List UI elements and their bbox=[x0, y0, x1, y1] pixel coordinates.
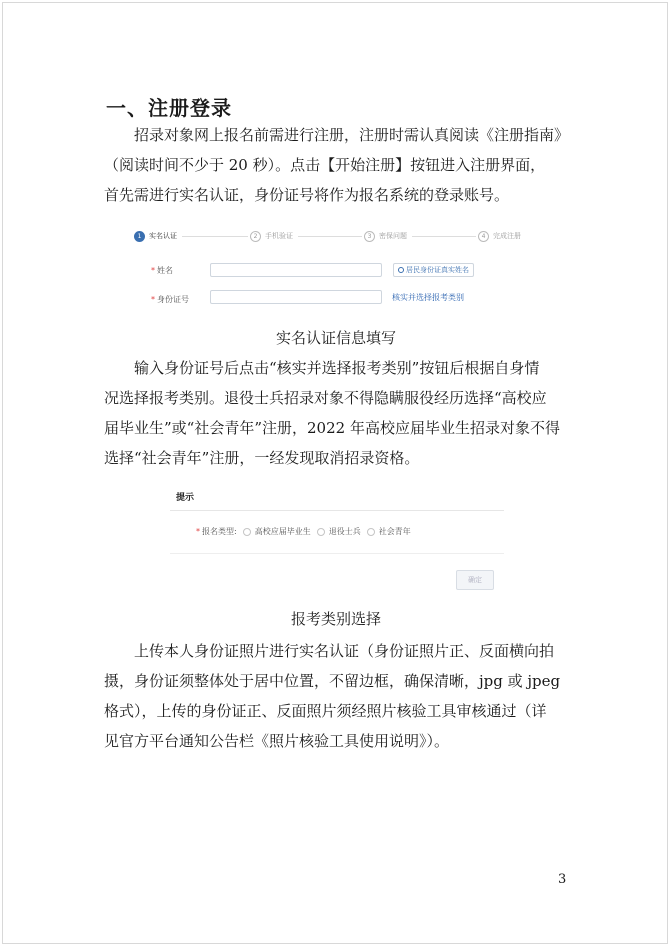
step-label: 实名认证 bbox=[149, 232, 177, 240]
step-label: 完成注册 bbox=[493, 232, 521, 240]
paragraph-category bbox=[104, 353, 574, 473]
step-security bbox=[364, 228, 407, 244]
radio-society[interactable] bbox=[367, 526, 411, 537]
step-number: 4 bbox=[478, 231, 489, 242]
type-label: 报名类型: bbox=[202, 527, 237, 536]
id-number-input[interactable] bbox=[210, 290, 382, 304]
id-label-text: 身份证号 bbox=[157, 295, 189, 304]
required-mark: * bbox=[151, 266, 155, 275]
paragraph-line: 首先需进行实名认证，身份证号将作为报名系统的登录账号。 bbox=[104, 186, 510, 204]
step-realname bbox=[134, 228, 177, 244]
dialog-divider bbox=[170, 553, 504, 554]
step-number: 1 bbox=[134, 231, 145, 242]
required-mark: * bbox=[151, 295, 155, 304]
radio-graduate[interactable] bbox=[243, 526, 311, 537]
category-radio-group bbox=[196, 526, 411, 537]
radio-label: 社会青年 bbox=[378, 527, 411, 536]
required-mark: * bbox=[196, 527, 200, 536]
page-number: 3 bbox=[558, 872, 567, 887]
paragraph-line: （阅读时间不少于 20 秒）。点击【开始注册】按钮进入注册界面， bbox=[104, 156, 546, 174]
step-phone bbox=[250, 228, 293, 244]
paragraph-line: 选择“社会青年”注册，一经发现取消招录资格。 bbox=[104, 449, 420, 467]
dialog-divider bbox=[170, 510, 504, 511]
paragraph-line: 见官方平台通知公告栏《照片核验工具使用说明》）。 bbox=[104, 732, 450, 750]
paragraph-line: 格式），上传的身份证正、反面照片须经照片核验工具审核通过（详 bbox=[104, 702, 547, 720]
paragraph-line: 况选择报考类别。退役士兵招录对象不得隐瞒服役经历选择“高校应 bbox=[104, 389, 547, 407]
paragraph-upload bbox=[104, 636, 574, 756]
caption-realname: 实名认证信息填写 bbox=[275, 329, 396, 347]
radio-circle-icon bbox=[317, 528, 325, 536]
name-hint-text: 居民身份证真实姓名 bbox=[406, 266, 469, 274]
radio-veteran[interactable] bbox=[317, 526, 361, 537]
step-number: 2 bbox=[250, 231, 261, 242]
step-label: 手机验证 bbox=[265, 232, 293, 240]
radio-circle-icon bbox=[367, 528, 375, 536]
dialog-title: 提示 bbox=[176, 493, 195, 503]
registration-steps bbox=[134, 228, 554, 244]
name-label bbox=[151, 265, 173, 276]
id-label bbox=[151, 294, 189, 305]
paragraph-line: 上传本人身份证照片进行实名认证（身份证照片正、反面横向拍 bbox=[134, 642, 555, 660]
radio-circle-icon bbox=[243, 528, 251, 536]
verify-and-select-link[interactable]: 核实并选择报考类别 bbox=[392, 293, 464, 302]
step-connector bbox=[412, 236, 476, 237]
confirm-button[interactable]: 确定 bbox=[456, 570, 494, 590]
name-hint bbox=[393, 263, 474, 277]
step-complete bbox=[478, 228, 521, 244]
radio-label: 高校应届毕业生 bbox=[254, 527, 311, 536]
paragraph-line: 输入身份证号后点击“核实并选择报考类别”按钮后根据自身情 bbox=[134, 359, 540, 377]
radio-label: 退役士兵 bbox=[328, 527, 361, 536]
name-input[interactable] bbox=[210, 263, 382, 277]
info-icon bbox=[398, 267, 404, 273]
step-number: 3 bbox=[364, 231, 375, 242]
section-heading: 一、注册登录 bbox=[106, 96, 232, 120]
paragraph-register bbox=[104, 120, 574, 210]
paragraph-line: 届毕业生”或“社会青年”注册，2022 年高校应届毕业生招录对象不得 bbox=[104, 419, 560, 437]
name-label-text: 姓名 bbox=[157, 266, 173, 275]
step-connector bbox=[182, 236, 248, 237]
step-label: 密保问题 bbox=[379, 232, 407, 240]
caption-category: 报考类别选择 bbox=[290, 610, 381, 628]
paragraph-line: 招录对象网上报名前需进行注册，注册时需认真阅读《注册指南》 bbox=[134, 126, 570, 144]
paragraph-line: 摄，身份证须整体处于居中位置，不留边框，确保清晰，jpg 或 jpeg bbox=[104, 672, 561, 690]
step-connector bbox=[298, 236, 362, 237]
